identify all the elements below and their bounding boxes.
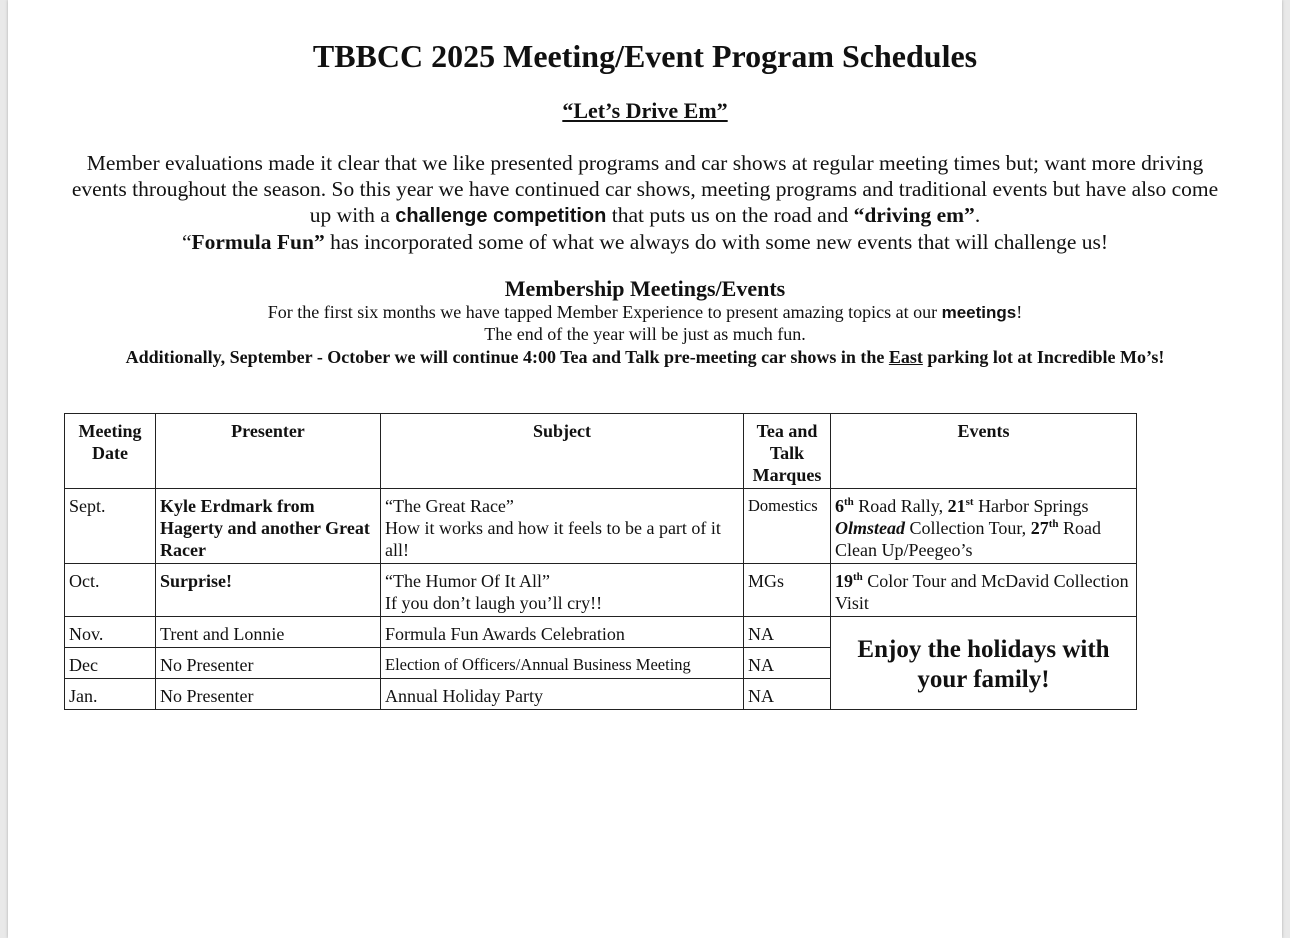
subject-desc: If you don’t laugh you’ll cry!! [385, 593, 603, 613]
subject-title: “The Humor Of It All” [385, 571, 550, 591]
page-subtitle: “Let’s Drive Em” [562, 98, 728, 123]
event-text: Color Tour and McDavid Collection Visit [835, 571, 1129, 613]
intro-text-2: that puts us on the road and [606, 203, 854, 227]
intro-quote-open: “ [181, 230, 192, 254]
section-bold-meetings: meetings [941, 303, 1017, 322]
intro-text-1: Member evaluations made it clear that we like presented programs and car shows at regular meeting times but; want more driving events throughout the season. So this year we have continued car shows, meeting programs and traditional events but have also come up with a [71, 151, 1219, 227]
schedule-table [64, 413, 1137, 710]
holiday-message: Enjoy the holidays with your family! [831, 617, 1137, 710]
section-line-1-end: ! [1016, 302, 1023, 322]
intro-paragraph [68, 150, 1222, 255]
cell-events [831, 489, 1137, 564]
table-row [65, 564, 1137, 617]
event-day-suffix: th [1048, 518, 1059, 530]
header-events: Events [831, 414, 1137, 489]
cell-date: Sept. [65, 489, 156, 564]
cell-tea: NA [744, 617, 831, 648]
cell-tea: NA [744, 648, 831, 679]
event-italic: Olmstead [835, 518, 905, 538]
cell-tea: Domestics [744, 489, 831, 564]
event-day: 27 [1030, 518, 1049, 538]
cell-presenter: Trent and Lonnie [156, 617, 381, 648]
subject-desc: How it works and how it feels to be a part of it all! [385, 518, 721, 560]
section-line-3-text: Additionally, September - October we will continue 4:00 Tea and Talk pre-meeting car shows in the [125, 347, 889, 367]
header-tea-line3: Marques [752, 465, 822, 485]
event-text: Collection Tour, [905, 518, 1031, 538]
header-meeting-date [65, 414, 156, 489]
cell-presenter: No Presenter [156, 679, 381, 710]
event-day: 21 [947, 496, 966, 516]
header-date-line2: Date [92, 443, 128, 463]
intro-text-3: . [974, 203, 981, 227]
section-line-1-text: For the first six months we have tapped Member Experience to present amazing topics at our [267, 302, 942, 322]
section-line-3 [8, 347, 1282, 368]
event-day-suffix: st [965, 496, 974, 508]
page-title: TBBCC 2025 Meeting/Event Program Schedules [312, 38, 978, 74]
table-row [65, 617, 1137, 648]
section-underline-east: East [888, 347, 923, 367]
intro-bold-formula: Formula Fun” [191, 230, 325, 254]
cell-presenter: Kyle Erdmark from Hagerty and another Great Racer [156, 489, 381, 564]
cell-subject [381, 564, 744, 617]
cell-date: Oct. [65, 564, 156, 617]
header-subject: Subject [381, 414, 744, 489]
section-line-2: The end of the year will be just as much fun. [484, 324, 806, 344]
section-line-3-end: parking lot at Incredible Mo’s! [922, 347, 1165, 367]
header-tea-talk [744, 414, 831, 489]
cell-presenter: No Presenter [156, 648, 381, 679]
cell-presenter: Surprise! [156, 564, 381, 617]
header-tea-line2: Talk [769, 443, 805, 463]
cell-subject: Annual Holiday Party [381, 679, 744, 710]
cell-subject: Election of Officers/Annual Business Meeting [381, 648, 744, 679]
cell-tea: MGs [744, 564, 831, 617]
event-text: Harbor Springs [973, 496, 1089, 516]
event-text: Road Clean Up/Peegeo’s [835, 518, 1101, 560]
event-day: 6 [835, 496, 844, 516]
cell-date: Nov. [65, 617, 156, 648]
header-date-line1: Meeting [78, 421, 142, 441]
intro-text-4: has incorporated some of what we always do with some new events that will challenge us! [324, 230, 1109, 254]
event-day: 19 [835, 571, 853, 591]
cell-tea: NA [744, 679, 831, 710]
intro-bold-driving: “driving em” [853, 203, 975, 227]
section-heading: Membership Meetings/Events [504, 276, 786, 301]
cell-subject: Formula Fun Awards Celebration [381, 617, 744, 648]
header-presenter: Presenter [156, 414, 381, 489]
cell-date: Dec [65, 648, 156, 679]
subject-title: “The Great Race” [385, 496, 514, 516]
header-tea-line1: Tea and [756, 421, 818, 441]
event-day-suffix: th [853, 571, 863, 583]
event-text: Road Rally, [853, 496, 948, 516]
cell-events [831, 564, 1137, 617]
cell-date: Jan. [65, 679, 156, 710]
intro-bold-challenge: challenge competition [395, 205, 607, 227]
cell-subject [381, 489, 744, 564]
table-row [65, 489, 1137, 564]
section-line-1 [8, 302, 1282, 323]
event-day-suffix: th [844, 496, 854, 508]
table-header-row [65, 414, 1137, 489]
document-page [8, 0, 1282, 938]
